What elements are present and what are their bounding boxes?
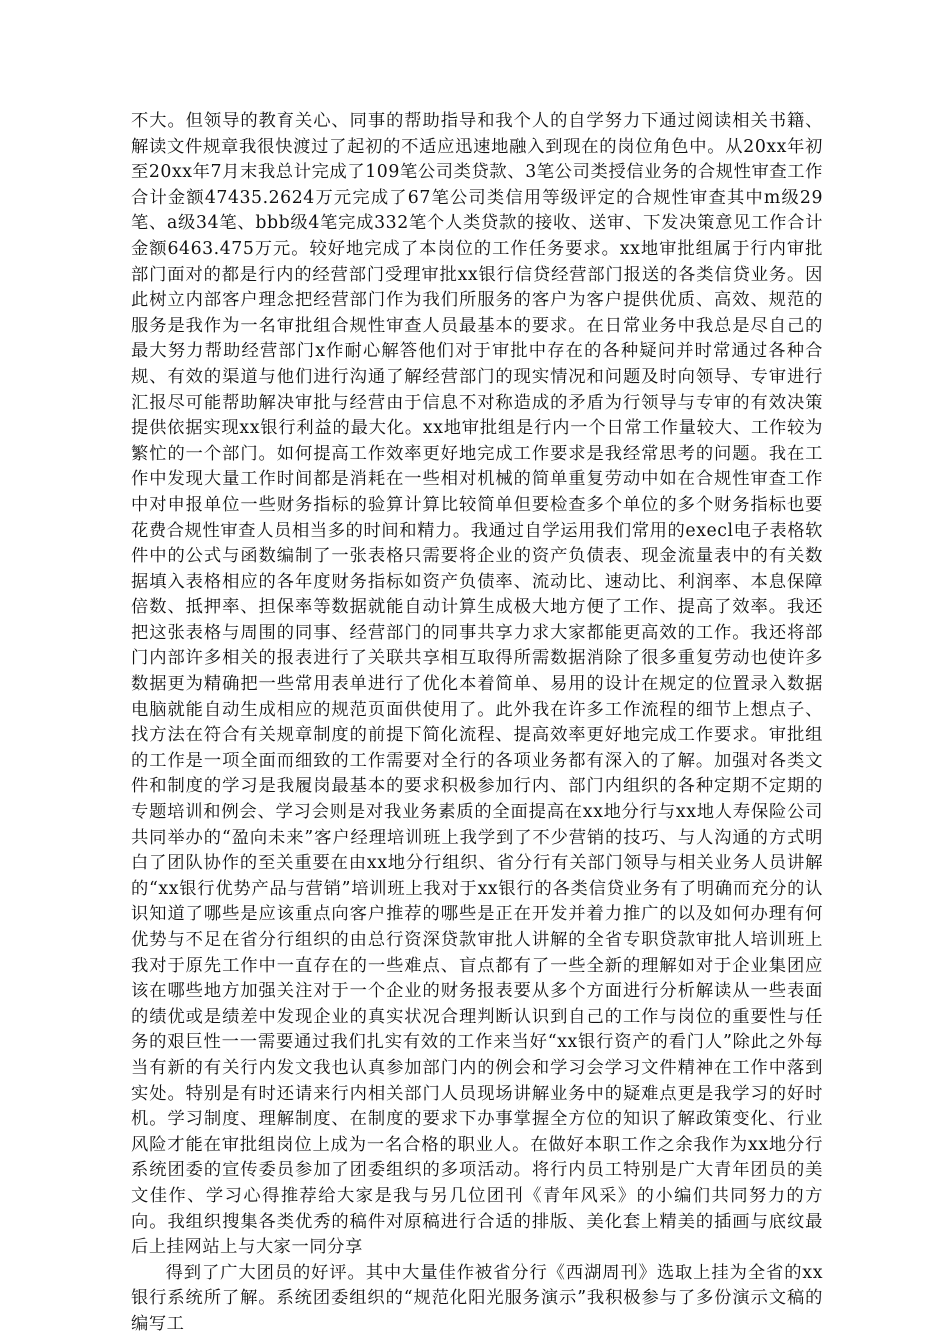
body-paragraph-2: 得到了广大团员的好评。其中大量佳作被省分行《西湖周刊》选取上挂为全省的xx银行系统所了解。系统团委组织的“规范化阳光服务演示”我积极参与了多份演示文稿的编写工 bbox=[131, 1262, 823, 1334]
body-paragraph-1: 不大。但领导的教育关心、同事的帮助指导和我个人的自学努力下通过阅读相关书籍、解读文件规章我很快渡过了起初的不适应迅速地融入到现在的岗位角色中。从20xx年初至20xx年7月末我总计完成了109笔公司类贷款、3笔公司类授信业务的合规性审查工作合计金额47435.2624万元完成了67笔公司类信用等级评定的合规性审查其中m级29笔、a级34笔、bbb级4笔完成332笔个人类贷款的接收、送审、下发决策意见工作合计金额6463.475万元。较好地完成了本岗位的工作任务要求。xx地审批组属于行内审批部门面对的都是行内的经营部门受理审批xx银行信贷经营部门报送的各类信贷业务。因此树立内部客户理念把经营部门作为我们所服务的客户为客户提供优质、高效、规范的服务是我作为一名审批组合规性审查人员最基本的要求。在日常业务中我总是尽自己的最大努力帮助经营部门x作耐心解答他们对于审批中存在的各种疑问并时常通过各种合规、有效的渠道与他们进行沟通了解经营部门的现实情况和问题及时向领导、专审进行汇报尽可能帮助解决审批与经营由于信息不对称造成的矛盾为行领导与专审的有效决策提供依据实现xx银行利益的最大化。xx地审批组是行内一个日常工作量较大、工作较为繁忙的一个部门。如何提高工作效率更好地完成工作要求是我经常思考的问题。我在工作中发现大量工作时间都是消耗在一些相对机械的简单重复劳动中如在合规性审查工作中对申报单位一些财务指标的验算计算比较简单但要检查多个单位的多个财务指标也要花费合规性审查人员相当多的时间和精力。我通过自学运用我们常用的execl电子表格软件中的公式与函数编制了一张表格只需要将企业的资产负债表、现金流量表中的有关数据填入表格相应的各年度财务指标如资产负债率、流动比、速动比、利润率、本息保障倍数、抵押率、担保率等数据就能自动计算生成极大地方便了工作、提高了效率。我还把这张表格与周围的同事、经营部门的同事共享力求大家都能更高效的工作。我还将部门内部许多相关的报表进行了关联共享相互取得所需数据消除了很多重复劳动也使许多数据更为精确把一些常用表单进行了优化本着简单、易用的设计在规定的位置录入数据电脑就能自动生成相应的规范页面供使用了。此外我在许多工作流程的细节上想点子、找方法在符合有关规章制度的前提下简化流程、提高效率更好地完成工作要求。审批组的工作是一项全面而细致的工作需要对全行的各项业务都有深入的了解。加强对各类文件和制度的学习是我履岗最基本的要求积极参加行内、部门内组织的各种定期不定期的专题培训和例会、学习会则是对我业务素质的全面提高在xx地分行与xx地人寿保险公司共同举办的“盈向未来”客户经理培训班上我学到了不少营销的技巧、与人沟通的方式明白了团队协作的至关重要在由xx地分行组织、省分行有关部门领导与相关业务人员讲解的“xx银行优势产品与营销”培训班上我对于xx银行的各类信贷业务有了明确而充分的认识知道了哪些是应该重点向客户推荐的哪些是正在开发并着力推广的以及如何办理有何优势与不足在省分行组织的由总行资深贷款审批人讲解的全省专职贷款审批人培训班上我对于原先工作中一直存在的一些难点、盲点都有了一些全新的理解如对于企业集团应该在哪些地方加强关注对于一个企业的财务报表要从多个方面进行分析解读从一些表面的绩优或是绩差中发现企业的真实状况合理判断认识到自己的工作与岗位的重要性与任务的艰巨性一一需要通过我们扎实有效的工作来当好“xx银行资产的看门人”除此之外每当有新的有关行内发文我也认真参加部门内的例会和学习会学习文件精神在工作中落到实处。特别是有时还请来行内相关部门人员现场讲解业务中的疑难点更是我学习的好时机。学习制度、理解制度、在制度的要求下办事掌握全方位的知识了解政策变化、行业风险才能在审批组岗位上成为一名合格的职业人。在做好本职工作之余我作为xx地分行系统团委的宣传委员参加了团委组织的多项活动。将行内员工特别是广大青年团员的美文佳作、学习心得推荐给大家是我与另几位团刊《青年风采》的小编们共同努力的方向。我组织搜集各类优秀的稿件对原稿进行合适的排版、美化套上精美的插画与底纹最后上挂网站上与大家一同分享 bbox=[131, 111, 823, 1258]
document-page bbox=[131, 109, 823, 1338]
